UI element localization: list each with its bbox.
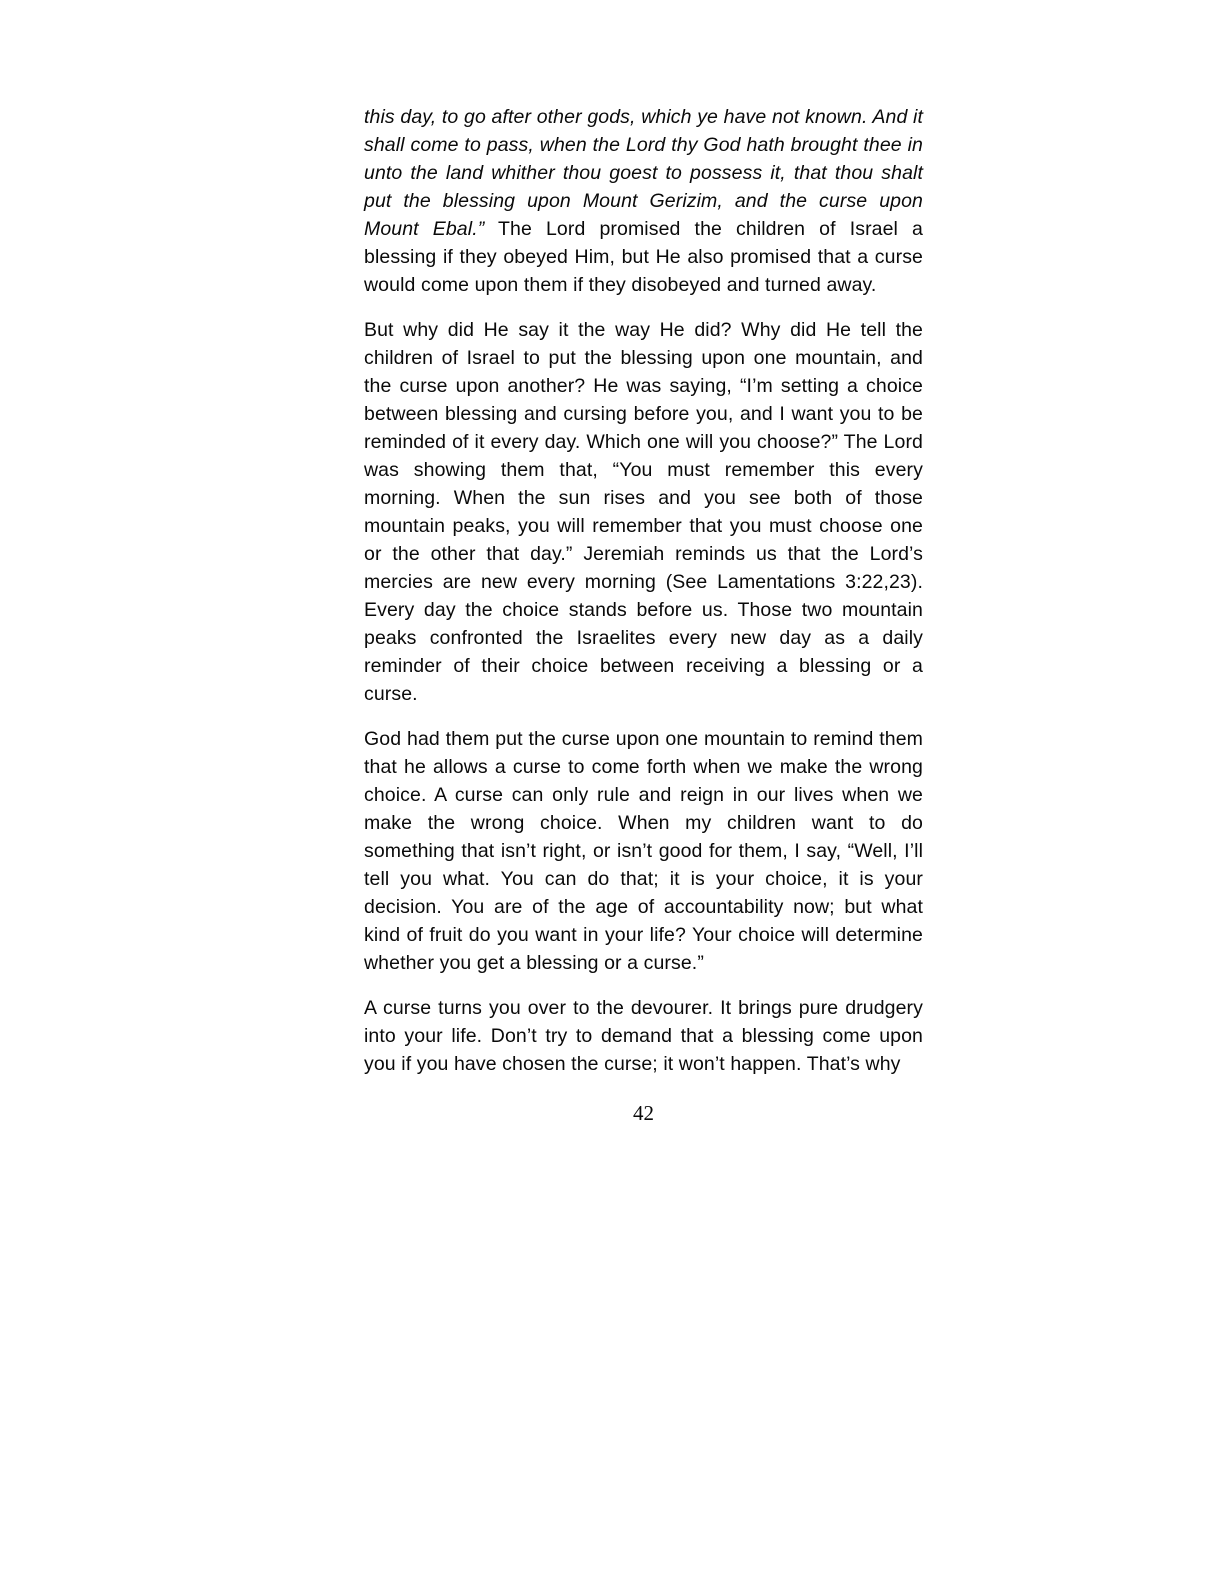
paragraph-scripture [364, 103, 923, 299]
page-number: 42 [633, 1101, 654, 1125]
paragraph-body: But why did He say it the way He did? Why did He tell the children of Israel to put the blessing upon one mountain, and the curse upon another? He was saying, “I’m setting a choice between blessing and cursing before you, and I want you to be reminded of it every day. Which one will you choose?” The Lord was showing them that, “You must remember this every morning. When the sun rises and you see both of those mountain peaks, you will remember that you must choose one or the other that day.” Jeremiah reminds us that the Lord’s mercies are new every morning (See Lamentations 3:22,23). Every day the choice stands before us. Those two mountain peaks confronted the Israelites every new day as a daily reminder of their choice between receiving a blessing or a curse. [364, 319, 923, 705]
paragraph-body: A curse turns you over to the devourer. It brings pure drudgery into your life. Don’t try to demand that a blessing come upon you if you have chosen the curse; it won’t happen. That’s why [364, 997, 923, 1075]
body-text: The Lord promised the children of Israel a blessing if they obeyed Him, but He also promised that a curse would come upon them if they disobeyed and turned away. [364, 218, 923, 296]
paragraph-body: God had them put the curse upon one mountain to remind them that he allows a curse to come forth when we make the wrong choice. A curse can only rule and reign in our lives when we make the wrong choice. When my children want to do something that isn’t right, or isn’t good for them, I say, “Well, I’ll tell you what. You can do that; it is your choice, it is your decision. You are of the age of accountability now; but what kind of fruit do you want in your life? Your choice will determine whether you get a blessing or a curse.” [364, 728, 923, 974]
scripture-quote-text: this day, to go after other gods, which ye have not known. And it shall come to pass, when the Lord thy God hath brought thee in unto the land whither thou goest to possess it, that thou shalt put the blessing upon Mount Gerizim, and the curse upon Mount Ebal.” [364, 106, 923, 240]
text-column [364, 103, 923, 1126]
